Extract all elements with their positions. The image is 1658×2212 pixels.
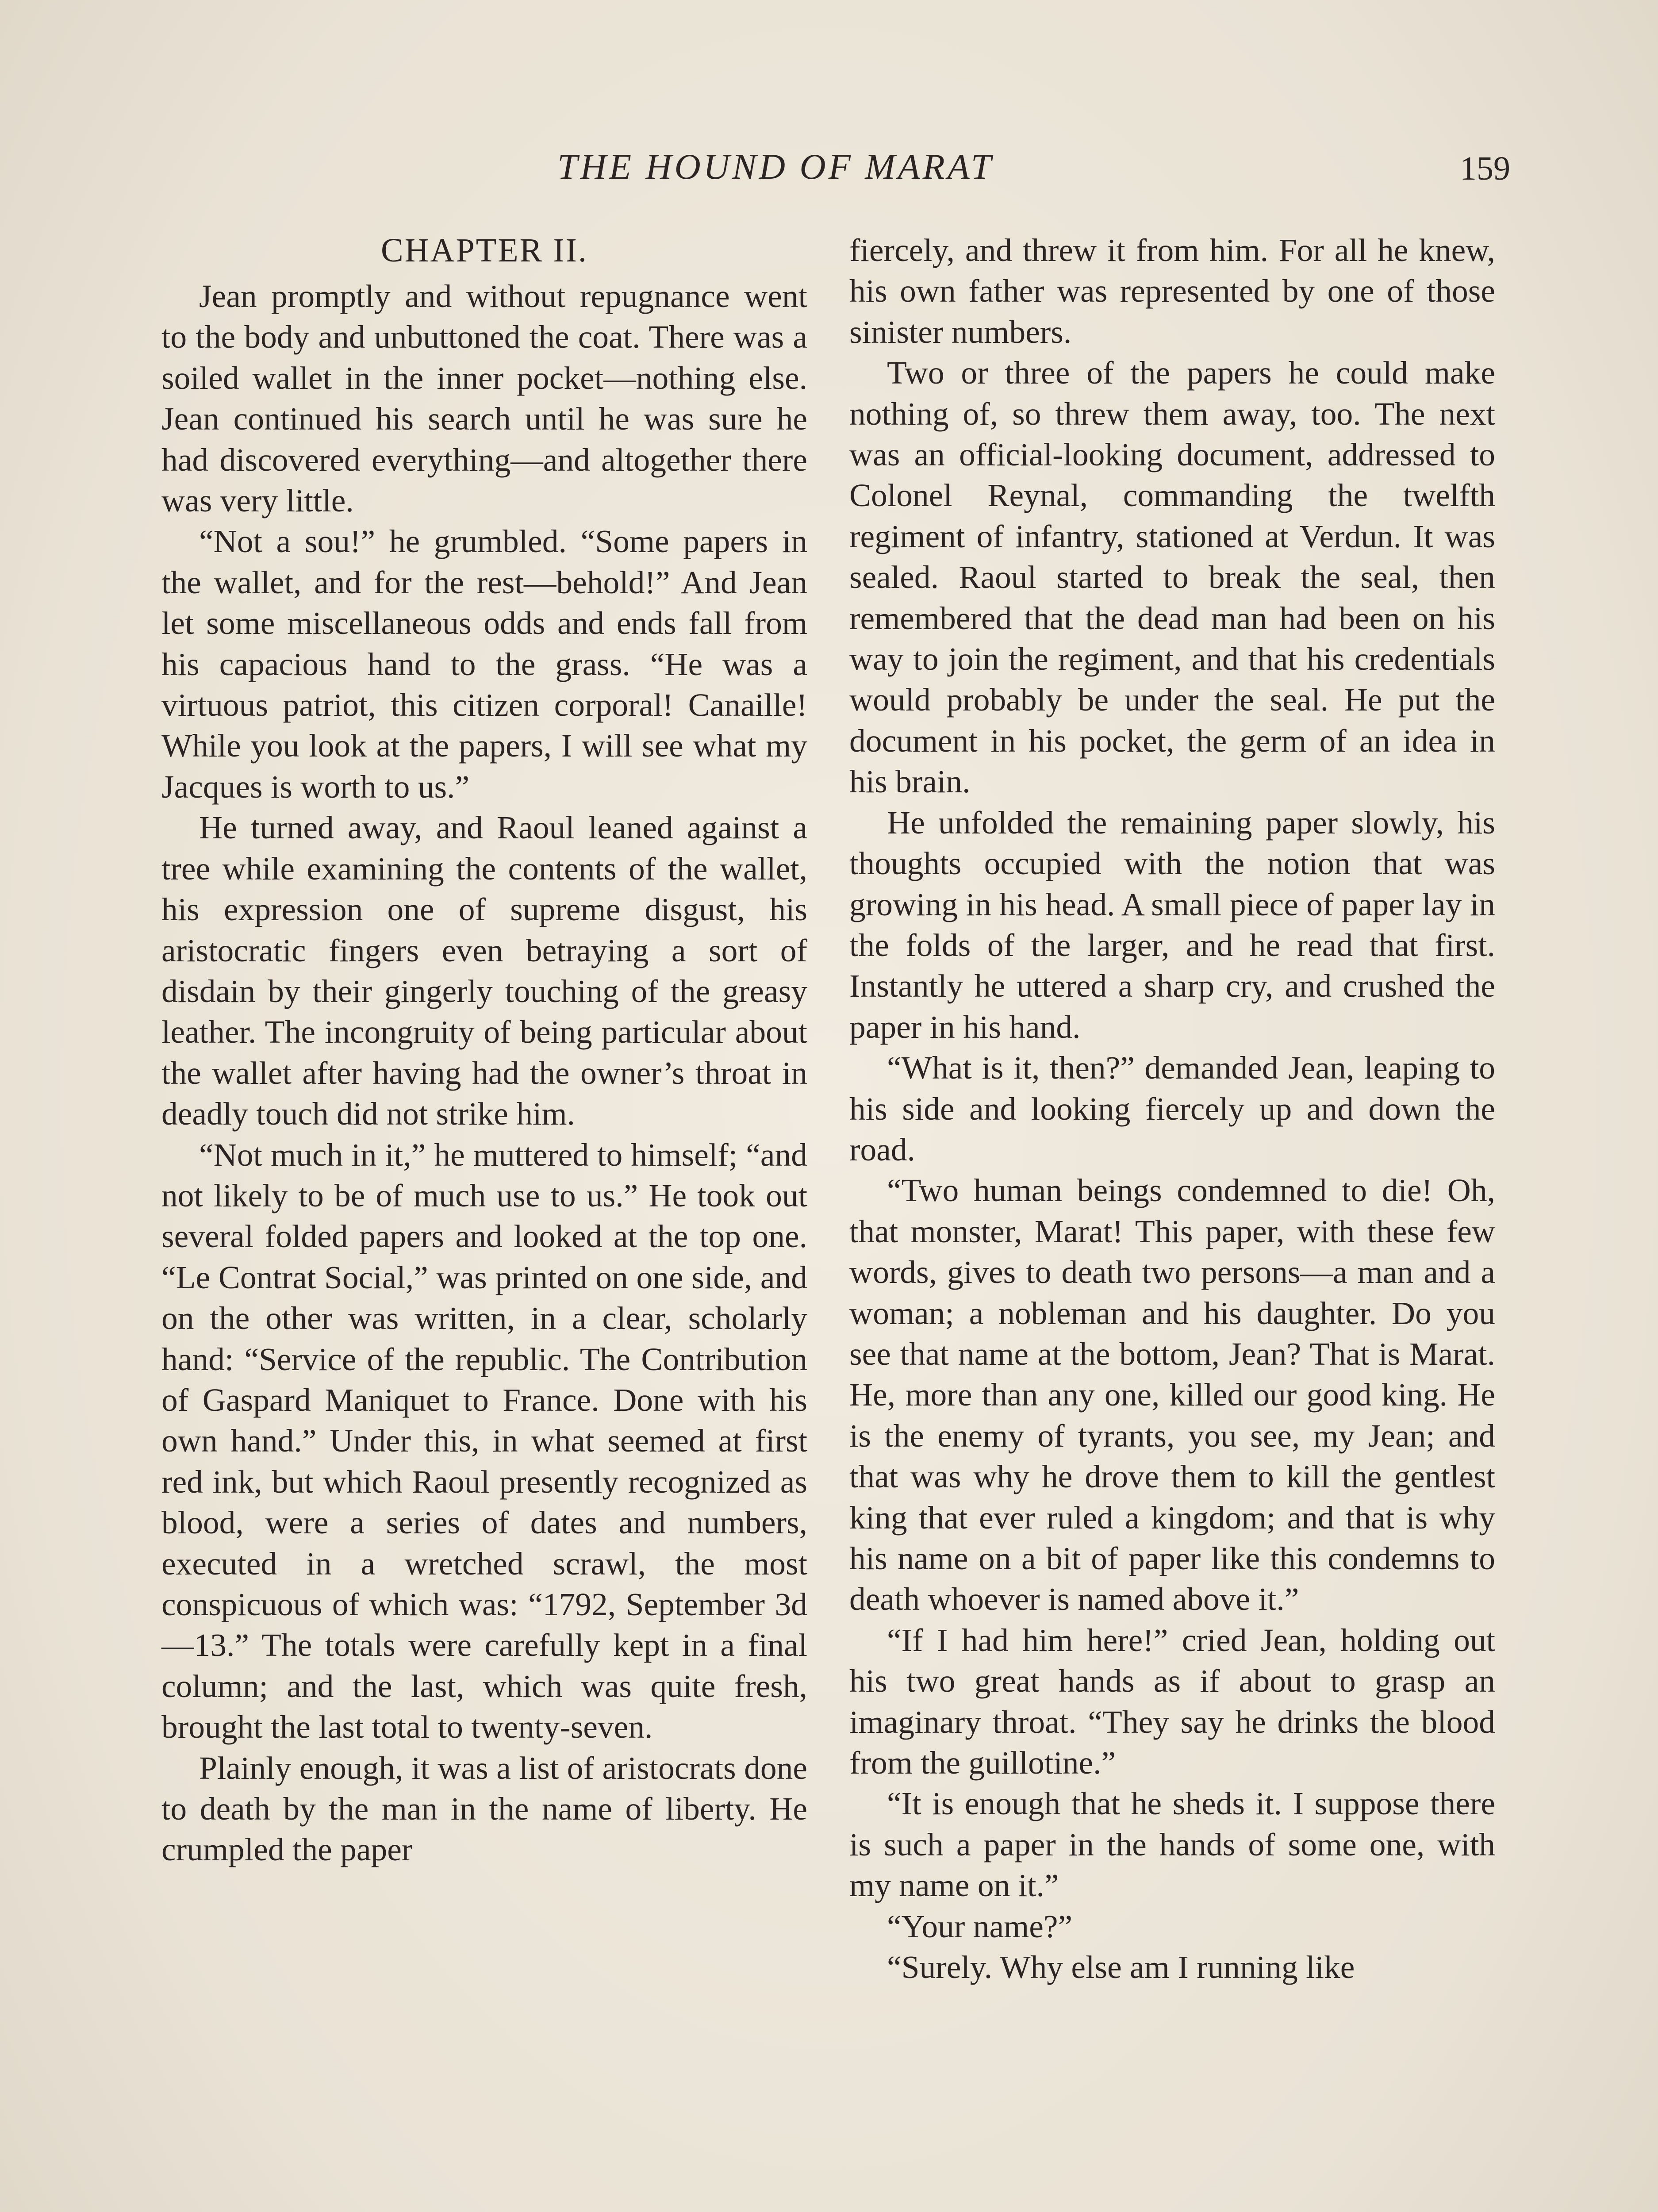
page-number: 159: [1460, 150, 1510, 187]
paragraph: “Not a sou!” he grumbled. “Some papers in the wallet, and for the rest—behold!” And Jean let some miscellaneous odds and ends fall from his capacious hand to the grass. “He was a virtuous patriot, this citizen corporal! Canaille! While you look at the papers, I will see what my Jacques is worth to us.”: [161, 523, 807, 805]
chapter-heading: CHAPTER II.: [381, 232, 588, 269]
paragraph: “Two human beings condemned to die! Oh, that monster, Marat! This paper, with these few words, gives to death two persons—a man and a woman; a nobleman and his daughter. Do you see that name at the bottom, Jean? That is Marat. He, more than any one, killed our good king. He is the enemy of tyrants, you see, my Jean; and that was why he drove them to kill the gentlest king that ever ruled a kingdom; and that is why his name on a bit of paper like this condemns to death whoever is named above it.”: [849, 1172, 1495, 1617]
paragraph: “Your name?”: [887, 1908, 1073, 1944]
paragraph: Jean promptly and without repugnance went to the body and unbuttoned the coat. There was a soiled wallet in the inner pocket—nothing else. Jean continued his search until he was sure he had discovered everything—and altogether there was very little.: [161, 278, 807, 519]
running-header: [0, 146, 1658, 199]
paragraph: “It is enough that he sheds it. I suppose there is such a paper in the hands of some one, with my name on it.”: [849, 1786, 1495, 1904]
left-column: [161, 230, 807, 1870]
paragraph: Two or three of the papers he could make nothing of, so threw them away, too. The next was an official-looking document, addressed to Colonel Reynal, commanding the twelfth regiment of infantry, stationed at Verdun. It was sealed. Raoul started to break the seal, then remembered that the dead man had been on his way to join the regiment, and that his credentials would probably be under the seal. He put the document in his pocket, the germ of an idea in his brain.: [849, 355, 1495, 800]
right-column: [849, 230, 1495, 1988]
running-title: THE HOUND OF MARAT: [557, 146, 994, 187]
paragraph: “What is it, then?” demanded Jean, leaping to his side and looking fiercely up and down the road.: [849, 1050, 1495, 1167]
paragraph: “Not much in it,” he muttered to himself; “and not likely to be of much use to us.” He took out several folded papers and looked at the top one. “Le Contrat Social,” was printed on one side, and on the other was written, in a clear, scholarly hand: “Service of the republic. The Contribution of Gaspard Maniquet to France. Done with his own hand.” Under this, in what seemed at first red ink, but which Raoul presently recognized as blood, were a series of dates and numbers, executed in a wretched scrawl, the most conspicuous of which was: “1792, September 3d—13.” The totals were carefully kept in a final column; and the last, which was quite fresh, brought the last total to twenty-seven.: [161, 1137, 807, 1745]
paragraph: “If I had him here!” cried Jean, holding out his two great hands as if about to grasp an imaginary throat. “They say he drinks the blood from the guillotine.”: [849, 1622, 1495, 1781]
paragraph: Plainly enough, it was a list of aristocrats done to death by the man in the name of liberty. He crumpled the paper: [161, 1750, 807, 1868]
paragraph: He turned away, and Raoul leaned against a tree while examining the contents of the wallet, his expression one of supreme disgust, his aristocratic fingers even betraying a sort of disdain by their gingerly touching of the greasy leather. The incongruity of being particular about the wallet after having had the owner’s throat in deadly touch did not strike him.: [161, 810, 807, 1132]
paragraph: He unfolded the remaining paper slowly, his thoughts occupied with the notion that was growing in his head. A small piece of paper lay in the folds of the larger, and he read that first. Instantly he uttered a sharp cry, and crushed the paper in his hand.: [849, 804, 1495, 1045]
paragraph: “Surely. Why else am I running like: [887, 1949, 1355, 1985]
paragraph-continued: fiercely, and threw it from him. For all he knew, his own father was represented by one of those sinister numbers.: [849, 232, 1495, 350]
